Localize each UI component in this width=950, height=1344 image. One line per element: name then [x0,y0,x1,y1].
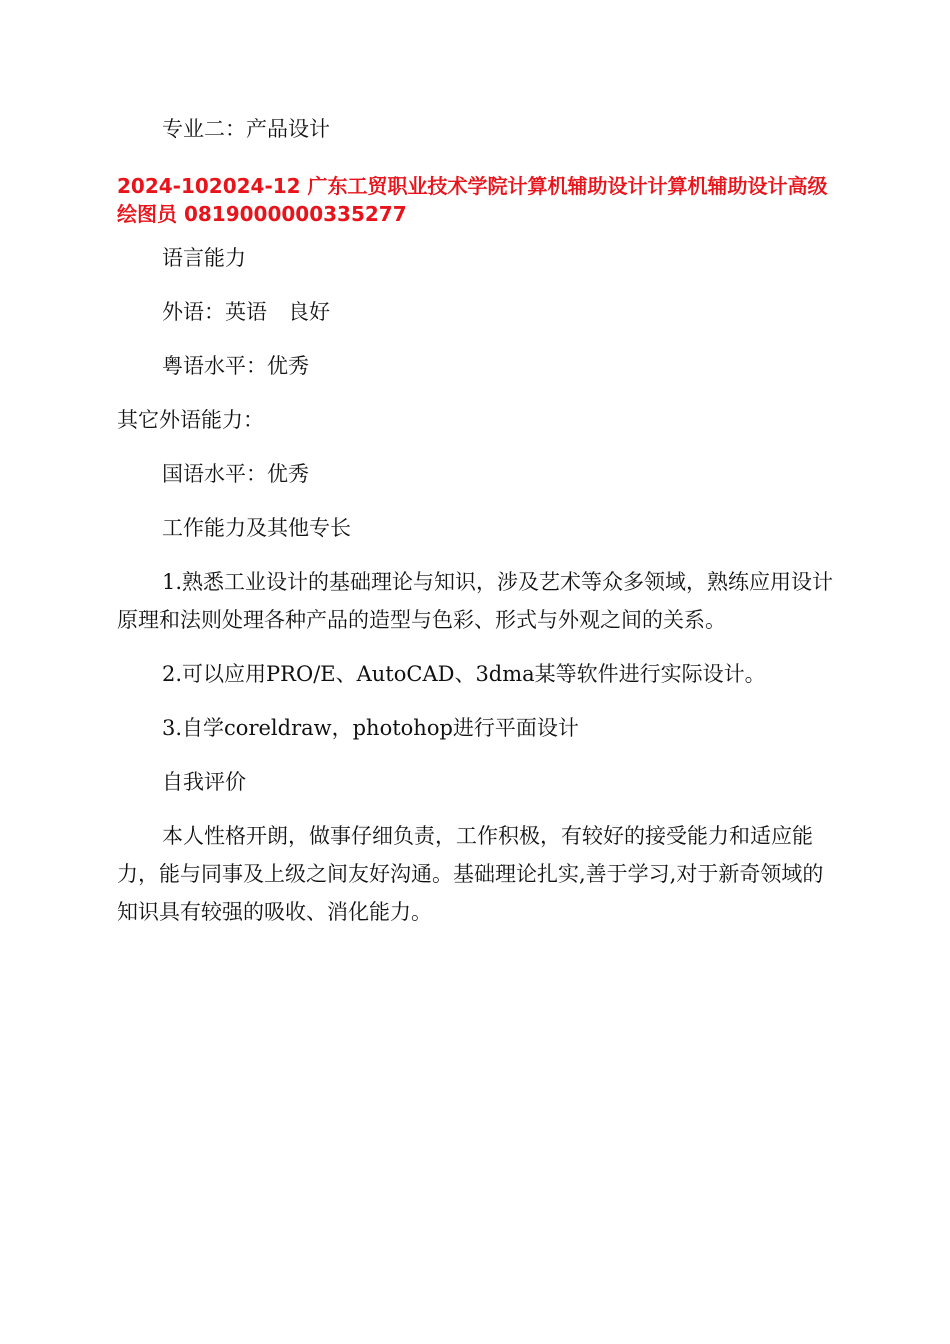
mandarin-level-line: 国语水平：优秀 [162,462,309,486]
skill-item-2: 2.可以应用PRO/E、AutoCAD、3dma某等软件进行实际设计。 [162,662,766,686]
self-evaluation-heading: 自我评价 [162,770,246,794]
language-ability-heading: 语言能力 [162,246,246,270]
foreign-language-line: 外语：英语 良好 [162,300,330,324]
education-entry-heading: 2024-102024-12 广东工贸职业技术学院计算机辅助设计计算机辅助设计高级绘图员 0819000000335277 [117,174,828,226]
cantonese-level-line: 粤语水平：优秀 [162,354,309,378]
self-evaluation-paragraph: 本人性格开朗，做事仔细负责，工作积极，有较好的接受能力和适应能力，能与同事及上级之间友好沟通。基础理论扎实,善于学习,对于新奇领域的知识具有较强的吸收、消化能力。 [117,824,824,924]
other-languages-line: 其它外语能力： [117,408,264,432]
major-two-line: 专业二：产品设计 [162,117,330,141]
skill-item-3: 3.自学coreldraw，photohop进行平面设计 [162,716,579,740]
skills-heading: 工作能力及其他专长 [162,516,351,540]
skill-item-1: 1.熟悉工业设计的基础理论与知识，涉及艺术等众多领域，熟练应用设计原理和法则处理各种产品的造型与色彩、形式与外观之间的关系。 [117,570,834,632]
